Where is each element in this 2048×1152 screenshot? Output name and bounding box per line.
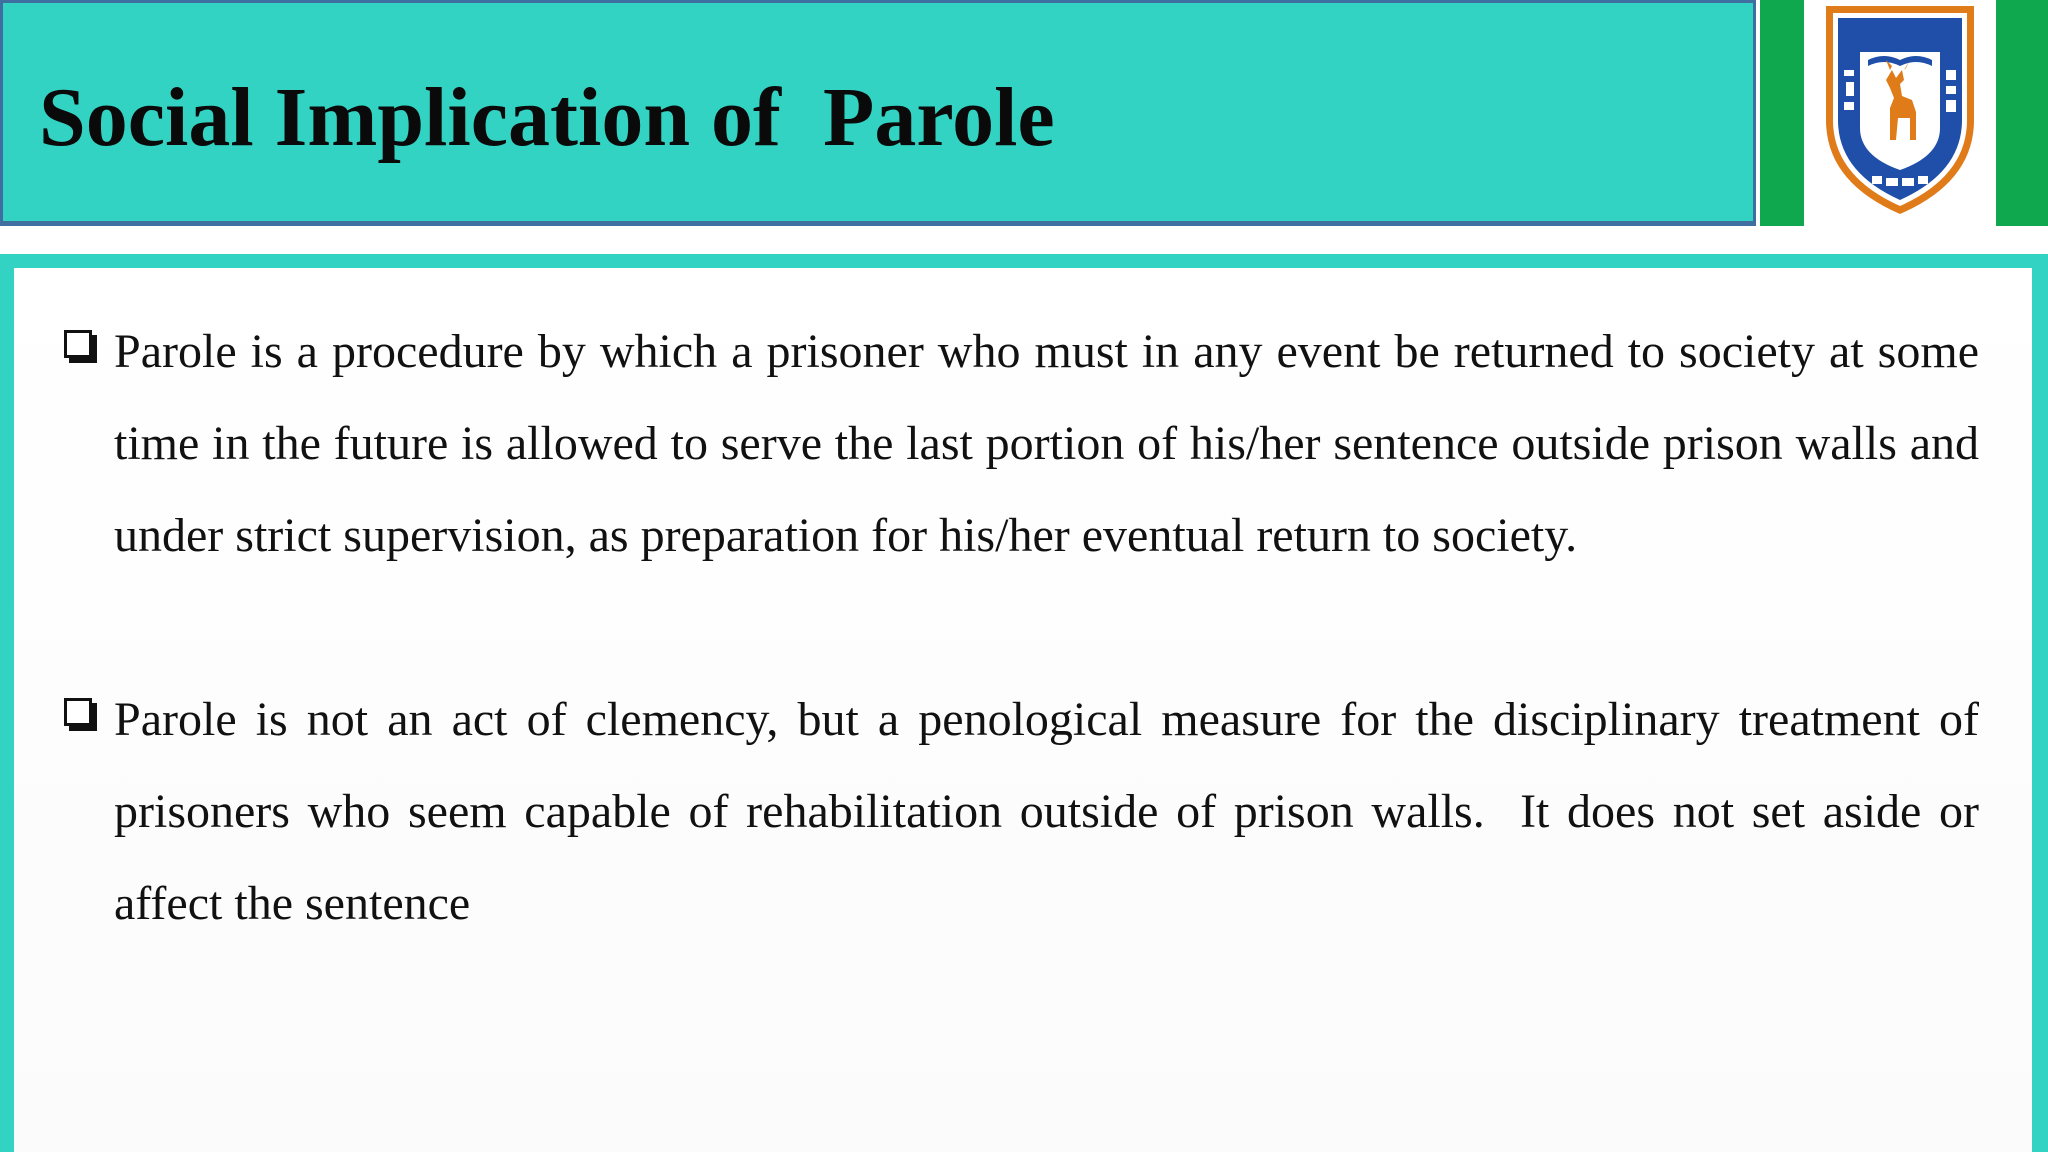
slide-title: Social Implication of Parole bbox=[39, 71, 1055, 164]
bullet-text: Parole is a procedure by which a prisoner who must in any event be returned to society at some time in the future is allowed to serve the last portion of his/her sentence outside prison walls and under strict supervision, as preparation for his/her eventual return to society. bbox=[114, 325, 1991, 562]
content-frame bbox=[0, 254, 2048, 1152]
university-crest-icon bbox=[1816, 0, 1984, 220]
logo-panel bbox=[1760, 0, 2048, 226]
title-bar bbox=[0, 0, 1756, 226]
hollow-square-bullet-icon bbox=[64, 330, 92, 358]
bullet-text: Parole is not an act of clemency, but a penological measure for the disciplinary treatment of prisoners who seem capable of rehabilitation outside of prison walls. It does not set aside or affect the sentence bbox=[114, 693, 1991, 930]
hollow-square-bullet-icon bbox=[64, 698, 92, 726]
content-area bbox=[14, 268, 2032, 1152]
